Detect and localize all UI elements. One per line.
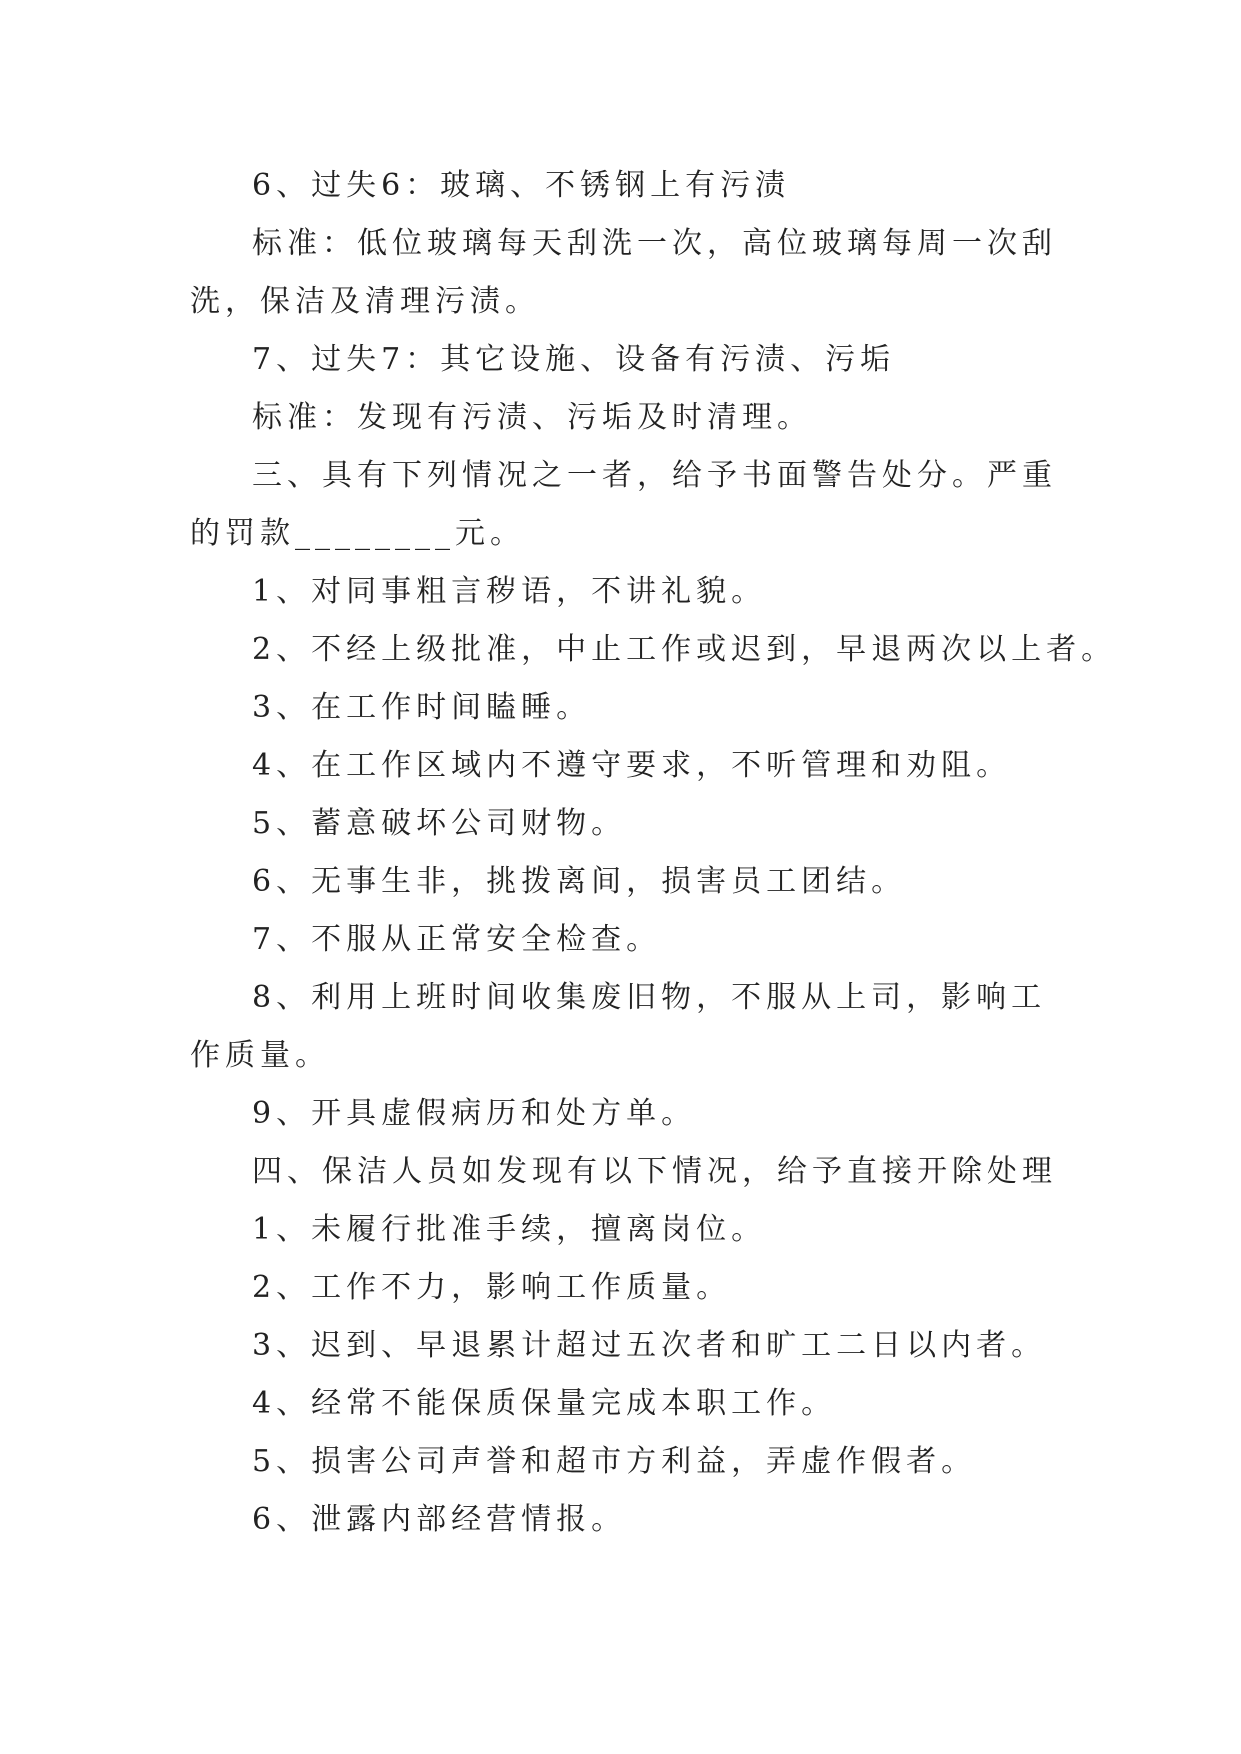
paragraph-standard-7: 标准：发现有污渍、污垢及时清理。 [252,400,812,435]
list-item: 9、开具虚假病历和处方单。 [252,1096,697,1131]
paragraph-fault-7: 7、过失7：其它设施、设备有污渍、污垢 [252,342,896,377]
section-three-heading: 三、具有下列情况之一者，给予书面警告处分。严重的罚款________元。 [190,458,1057,551]
list-item: 7、不服从正常安全检查。 [252,922,662,957]
list-item: 4、在工作区域内不遵守要求，不听管理和劝阻。 [252,748,1012,783]
list-item: 3、在工作时间瞌睡。 [252,690,592,725]
document-body [190,157,1117,1549]
paragraph-fault-6: 6、过失6：玻璃、不锈钢上有污渍 [252,168,791,203]
list-item: 2、不经上级批准，中止工作或迟到，早退两次以上者。 [252,632,1117,667]
list-item: 5、损害公司声誉和超市方利益，弄虚作假者。 [252,1444,977,1479]
list-item: 2、工作不力，影响工作质量。 [252,1270,732,1305]
list-item: 8、利用上班时间收集废旧物，不服从上司，影响工作质量。 [190,980,1047,1073]
section-four-heading: 四、保洁人员如发现有以下情况，给予直接开除处理 [252,1154,1057,1189]
list-item: 1、未履行批准手续，擅离岗位。 [252,1212,767,1247]
list-item: 1、对同事粗言秽语，不讲礼貌。 [252,574,767,609]
list-item: 5、蓄意破坏公司财物。 [252,806,627,841]
list-item: 4、经常不能保质保量完成本职工作。 [252,1386,837,1421]
list-item: 6、泄露内部经营情报。 [252,1502,627,1537]
list-item: 6、无事生非，挑拨离间，损害员工团结。 [252,864,907,899]
list-item: 3、迟到、早退累计超过五次者和旷工二日以内者。 [252,1328,1047,1363]
paragraph-standard-6: 标准：低位玻璃每天刮洗一次，高位玻璃每周一次刮洗，保洁及清理污渍。 [190,226,1057,319]
